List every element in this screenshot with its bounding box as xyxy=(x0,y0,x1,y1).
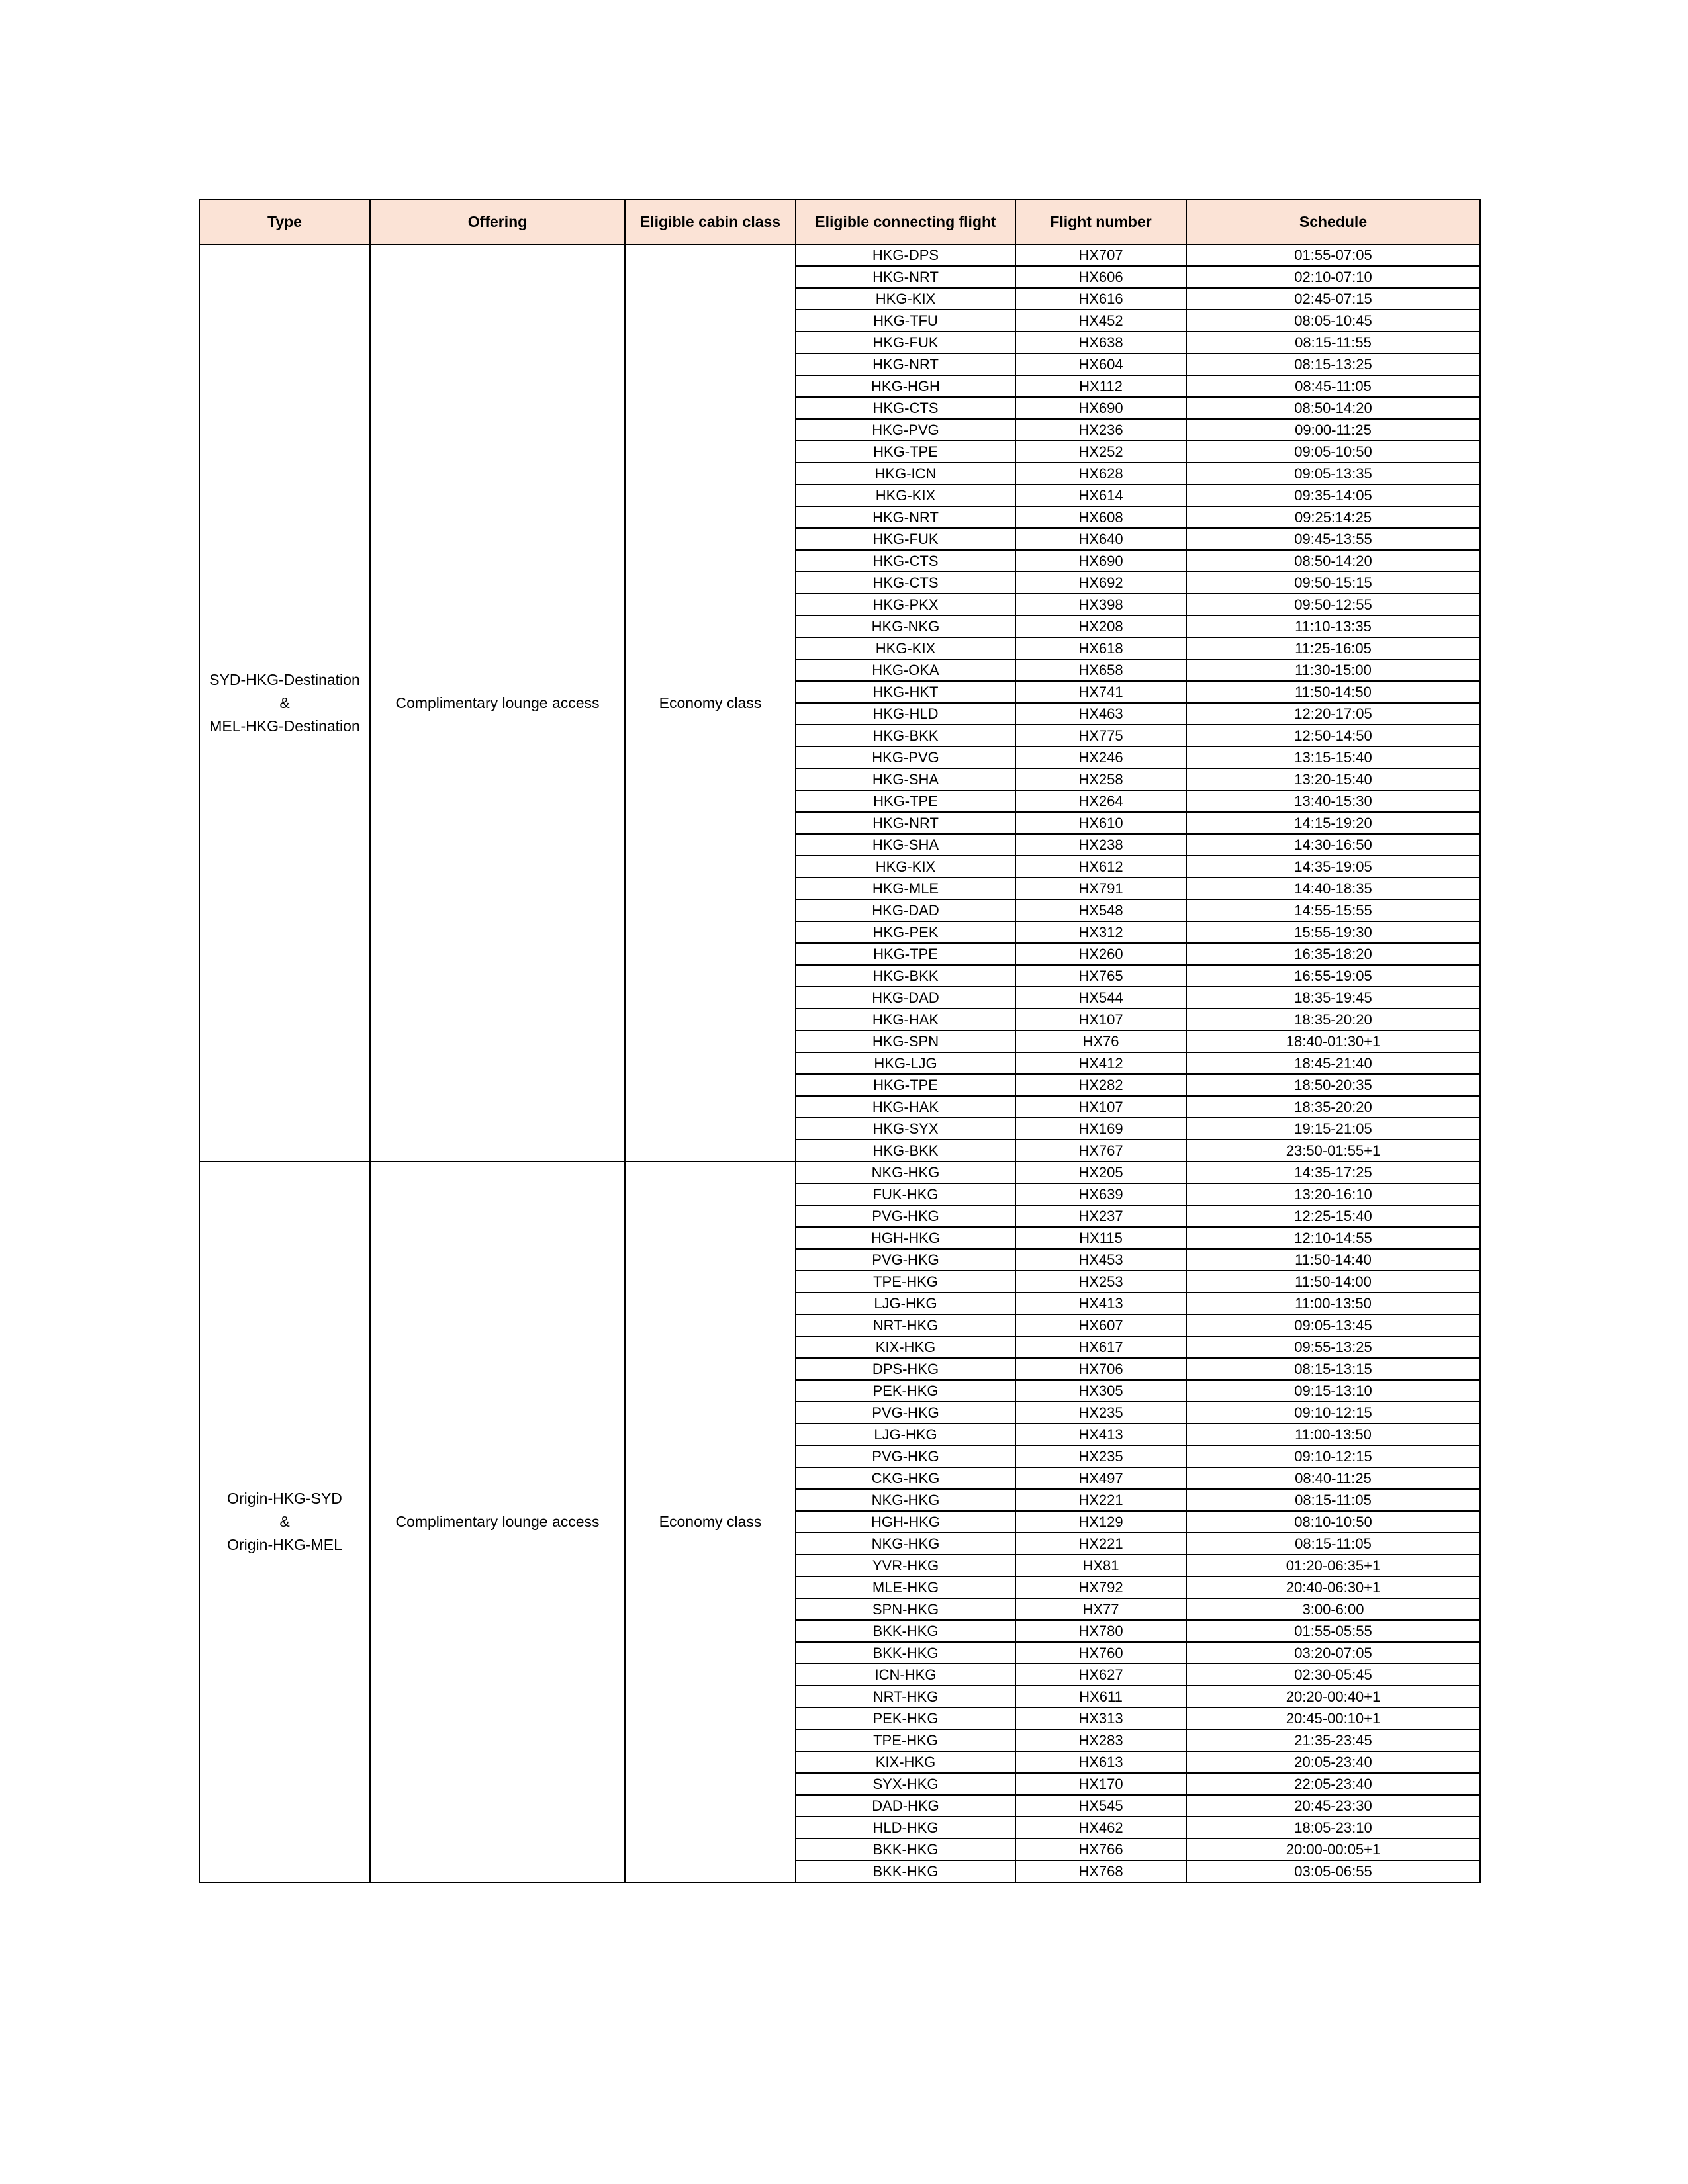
flight-number-cell: HX260 xyxy=(1015,943,1186,965)
flight-number-cell: HX765 xyxy=(1015,965,1186,987)
route-cell: HKG-PVG xyxy=(796,419,1015,441)
flight-number-cell: HX792 xyxy=(1015,1576,1186,1598)
route-cell: BKK-HKG xyxy=(796,1839,1015,1860)
schedule-cell: 09:35-14:05 xyxy=(1186,484,1480,506)
flight-number-cell: HX413 xyxy=(1015,1293,1186,1314)
route-cell: NRT-HKG xyxy=(796,1314,1015,1336)
schedule-cell: 16:35-18:20 xyxy=(1186,943,1480,965)
schedule-cell: 18:35-20:20 xyxy=(1186,1009,1480,1030)
route-cell: HKG-HAK xyxy=(796,1009,1015,1030)
route-cell: HKG-PKX xyxy=(796,594,1015,615)
schedule-cell: 11:00-13:50 xyxy=(1186,1424,1480,1445)
schedule-cell: 08:15-13:15 xyxy=(1186,1358,1480,1380)
flight-number-cell: HX205 xyxy=(1015,1161,1186,1183)
flight-number-cell: HX221 xyxy=(1015,1533,1186,1555)
route-cell: HKG-DAD xyxy=(796,987,1015,1009)
flight-number-cell: HX690 xyxy=(1015,397,1186,419)
flight-number-cell: HX412 xyxy=(1015,1052,1186,1074)
cabin-class-cell: Economy class xyxy=(625,1161,796,1882)
schedule-cell: 11:30-15:00 xyxy=(1186,659,1480,681)
route-cell: HKG-HGH xyxy=(796,375,1015,397)
flight-number-cell: HX169 xyxy=(1015,1118,1186,1140)
flight-number-cell: HX791 xyxy=(1015,878,1186,899)
flight-number-cell: HX312 xyxy=(1015,921,1186,943)
route-cell: HKG-TPE xyxy=(796,1074,1015,1096)
type-line: & xyxy=(279,1513,290,1530)
route-cell: PEK-HKG xyxy=(796,1380,1015,1402)
flight-number-cell: HX264 xyxy=(1015,790,1186,812)
route-cell: HKG-ICN xyxy=(796,463,1015,484)
flight-number-cell: HX76 xyxy=(1015,1030,1186,1052)
route-cell: HKG-KIX xyxy=(796,484,1015,506)
flight-number-cell: HX612 xyxy=(1015,856,1186,878)
schedule-cell: 08:15-11:55 xyxy=(1186,332,1480,353)
schedule-cell: 08:45-11:05 xyxy=(1186,375,1480,397)
cabin-class-cell: Economy class xyxy=(625,244,796,1161)
header-schedule: Schedule xyxy=(1186,199,1480,244)
schedule-cell: 02:45-07:15 xyxy=(1186,288,1480,310)
route-cell: DPS-HKG xyxy=(796,1358,1015,1380)
flight-number-cell: HX453 xyxy=(1015,1249,1186,1271)
flight-number-cell: HX452 xyxy=(1015,310,1186,332)
flight-number-cell: HX741 xyxy=(1015,681,1186,703)
schedule-cell: 08:50-14:20 xyxy=(1186,397,1480,419)
route-cell: HKG-TFU xyxy=(796,310,1015,332)
schedule-cell: 08:50-14:20 xyxy=(1186,550,1480,572)
flight-number-cell: HX692 xyxy=(1015,572,1186,594)
flight-number-cell: HX690 xyxy=(1015,550,1186,572)
schedule-cell: 08:05-10:45 xyxy=(1186,310,1480,332)
flight-number-cell: HX767 xyxy=(1015,1140,1186,1161)
schedule-cell: 20:00-00:05+1 xyxy=(1186,1839,1480,1860)
schedule-cell: 20:40-06:30+1 xyxy=(1186,1576,1480,1598)
route-cell: HKG-OKA xyxy=(796,659,1015,681)
schedule-cell: 12:10-14:55 xyxy=(1186,1227,1480,1249)
type-line: & xyxy=(279,694,290,711)
schedule-cell: 20:20-00:40+1 xyxy=(1186,1686,1480,1707)
offering-cell: Complimentary lounge access xyxy=(370,1161,625,1882)
route-cell: PVG-HKG xyxy=(796,1402,1015,1424)
schedule-cell: 13:20-16:10 xyxy=(1186,1183,1480,1205)
schedule-cell: 09:05-13:35 xyxy=(1186,463,1480,484)
route-cell: TPE-HKG xyxy=(796,1271,1015,1293)
flight-number-cell: HX707 xyxy=(1015,244,1186,266)
flight-number-cell: HX115 xyxy=(1015,1227,1186,1249)
schedule-cell: 09:50-15:15 xyxy=(1186,572,1480,594)
schedule-cell: 12:20-17:05 xyxy=(1186,703,1480,725)
route-cell: NKG-HKG xyxy=(796,1489,1015,1511)
flight-number-cell: HX208 xyxy=(1015,615,1186,637)
flight-number-cell: HX658 xyxy=(1015,659,1186,681)
header-cabin-class: Eligible cabin class xyxy=(625,199,796,244)
route-cell: MLE-HKG xyxy=(796,1576,1015,1598)
schedule-cell: 12:50-14:50 xyxy=(1186,725,1480,747)
route-cell: HKG-SPN xyxy=(796,1030,1015,1052)
route-cell: CKG-HKG xyxy=(796,1467,1015,1489)
flight-number-cell: HX112 xyxy=(1015,375,1186,397)
route-cell: HKG-BKK xyxy=(796,725,1015,747)
route-cell: HKG-TPE xyxy=(796,943,1015,965)
route-cell: HGH-HKG xyxy=(796,1511,1015,1533)
route-cell: HKG-BKK xyxy=(796,965,1015,987)
route-cell: DAD-HKG xyxy=(796,1795,1015,1817)
schedule-cell: 15:55-19:30 xyxy=(1186,921,1480,943)
table-row xyxy=(199,244,1480,266)
schedule-cell: 3:00-6:00 xyxy=(1186,1598,1480,1620)
flight-number-cell: HX613 xyxy=(1015,1751,1186,1773)
flight-number-cell: HX604 xyxy=(1015,353,1186,375)
flight-number-cell: HX638 xyxy=(1015,332,1186,353)
route-cell: HKG-FUK xyxy=(796,528,1015,550)
route-cell: HKG-BKK xyxy=(796,1140,1015,1161)
flight-number-cell: HX258 xyxy=(1015,768,1186,790)
flight-number-cell: HX107 xyxy=(1015,1096,1186,1118)
schedule-cell: 16:55-19:05 xyxy=(1186,965,1480,987)
schedule-cell: 14:40-18:35 xyxy=(1186,878,1480,899)
route-cell: PVG-HKG xyxy=(796,1205,1015,1227)
flight-number-cell: HX283 xyxy=(1015,1729,1186,1751)
schedule-cell: 11:50-14:40 xyxy=(1186,1249,1480,1271)
route-cell: HKG-PVG xyxy=(796,747,1015,768)
route-cell: LJG-HKG xyxy=(796,1293,1015,1314)
flight-number-cell: HX610 xyxy=(1015,812,1186,834)
schedule-cell: 09:05-13:45 xyxy=(1186,1314,1480,1336)
schedule-cell: 18:35-20:20 xyxy=(1186,1096,1480,1118)
schedule-cell: 09:25:14:25 xyxy=(1186,506,1480,528)
schedule-cell: 14:15-19:20 xyxy=(1186,812,1480,834)
schedule-cell: 11:25-16:05 xyxy=(1186,637,1480,659)
schedule-cell: 08:15-11:05 xyxy=(1186,1489,1480,1511)
route-cell: BKK-HKG xyxy=(796,1642,1015,1664)
offering-cell: Complimentary lounge access xyxy=(370,244,625,1161)
flight-number-cell: HX413 xyxy=(1015,1424,1186,1445)
route-cell: HKG-SYX xyxy=(796,1118,1015,1140)
header-connecting-flight: Eligible connecting flight xyxy=(796,199,1015,244)
flight-number-cell: HX235 xyxy=(1015,1402,1186,1424)
flight-number-cell: HX252 xyxy=(1015,441,1186,463)
flight-number-cell: HX246 xyxy=(1015,747,1186,768)
route-cell: LJG-HKG xyxy=(796,1424,1015,1445)
route-cell: FUK-HKG xyxy=(796,1183,1015,1205)
flight-number-cell: HX237 xyxy=(1015,1205,1186,1227)
schedule-cell: 11:50-14:00 xyxy=(1186,1271,1480,1293)
schedule-cell: 18:40-01:30+1 xyxy=(1186,1030,1480,1052)
schedule-cell: 08:40-11:25 xyxy=(1186,1467,1480,1489)
route-cell: KIX-HKG xyxy=(796,1336,1015,1358)
route-cell: HKG-NRT xyxy=(796,812,1015,834)
route-cell: YVR-HKG xyxy=(796,1555,1015,1576)
schedule-cell: 11:50-14:50 xyxy=(1186,681,1480,703)
route-cell: HKG-CTS xyxy=(796,550,1015,572)
schedule-cell: 19:15-21:05 xyxy=(1186,1118,1480,1140)
route-cell: HKG-TPE xyxy=(796,441,1015,463)
header-row xyxy=(199,199,1480,244)
route-cell: HGH-HKG xyxy=(796,1227,1015,1249)
flight-schedule-table xyxy=(199,199,1481,1883)
flight-number-cell: HX544 xyxy=(1015,987,1186,1009)
flight-number-cell: HX627 xyxy=(1015,1664,1186,1686)
route-cell: PVG-HKG xyxy=(796,1249,1015,1271)
route-cell: HKG-FUK xyxy=(796,332,1015,353)
flight-number-cell: HX305 xyxy=(1015,1380,1186,1402)
schedule-cell: 11:10-13:35 xyxy=(1186,615,1480,637)
schedule-cell: 09:00-11:25 xyxy=(1186,419,1480,441)
route-cell: HKG-SHA xyxy=(796,768,1015,790)
schedule-cell: 20:05-23:40 xyxy=(1186,1751,1480,1773)
flight-number-cell: HX545 xyxy=(1015,1795,1186,1817)
type-cell xyxy=(199,244,370,1161)
type-line: Origin-HKG-MEL xyxy=(227,1536,342,1553)
schedule-cell: 18:50-20:35 xyxy=(1186,1074,1480,1096)
route-cell: HKG-HKT xyxy=(796,681,1015,703)
schedule-cell: 03:05-06:55 xyxy=(1186,1860,1480,1882)
flight-number-cell: HX77 xyxy=(1015,1598,1186,1620)
route-cell: SPN-HKG xyxy=(796,1598,1015,1620)
schedule-cell: 09:10-12:15 xyxy=(1186,1445,1480,1467)
flight-number-cell: HX706 xyxy=(1015,1358,1186,1380)
route-cell: HKG-HAK xyxy=(796,1096,1015,1118)
schedule-cell: 14:55-15:55 xyxy=(1186,899,1480,921)
header-offering: Offering xyxy=(370,199,625,244)
schedule-cell: 02:30-05:45 xyxy=(1186,1664,1480,1686)
route-cell: HKG-DAD xyxy=(796,899,1015,921)
flight-number-cell: HX282 xyxy=(1015,1074,1186,1096)
route-cell: HKG-DPS xyxy=(796,244,1015,266)
route-cell: PEK-HKG xyxy=(796,1707,1015,1729)
schedule-cell: 21:35-23:45 xyxy=(1186,1729,1480,1751)
route-cell: HKG-KIX xyxy=(796,637,1015,659)
schedule-cell: 09:55-13:25 xyxy=(1186,1336,1480,1358)
flight-number-cell: HX616 xyxy=(1015,288,1186,310)
schedule-cell: 20:45-00:10+1 xyxy=(1186,1707,1480,1729)
table-header xyxy=(199,199,1480,244)
schedule-cell: 13:15-15:40 xyxy=(1186,747,1480,768)
route-cell: BKK-HKG xyxy=(796,1620,1015,1642)
flight-number-cell: HX81 xyxy=(1015,1555,1186,1576)
schedule-cell: 09:15-13:10 xyxy=(1186,1380,1480,1402)
flight-number-cell: HX628 xyxy=(1015,463,1186,484)
route-cell: HKG-HLD xyxy=(796,703,1015,725)
type-line: MEL-HKG-Destination xyxy=(209,717,360,735)
flight-number-cell: HX129 xyxy=(1015,1511,1186,1533)
route-cell: NKG-HKG xyxy=(796,1533,1015,1555)
route-cell: TPE-HKG xyxy=(796,1729,1015,1751)
flight-number-cell: HX253 xyxy=(1015,1271,1186,1293)
flight-number-cell: HX221 xyxy=(1015,1489,1186,1511)
flight-number-cell: HX235 xyxy=(1015,1445,1186,1467)
schedule-cell: 12:25-15:40 xyxy=(1186,1205,1480,1227)
schedule-cell: 01:20-06:35+1 xyxy=(1186,1555,1480,1576)
header-type: Type xyxy=(199,199,370,244)
schedule-cell: 09:10-12:15 xyxy=(1186,1402,1480,1424)
route-cell: HKG-CTS xyxy=(796,397,1015,419)
flight-number-cell: HX548 xyxy=(1015,899,1186,921)
header-flight-number: Flight number xyxy=(1015,199,1186,244)
flight-number-cell: HX607 xyxy=(1015,1314,1186,1336)
flight-number-cell: HX398 xyxy=(1015,594,1186,615)
route-cell: HKG-PEK xyxy=(796,921,1015,943)
route-cell: HKG-KIX xyxy=(796,288,1015,310)
flight-number-cell: HX639 xyxy=(1015,1183,1186,1205)
schedule-cell: 13:40-15:30 xyxy=(1186,790,1480,812)
route-cell: HKG-LJG xyxy=(796,1052,1015,1074)
flight-number-cell: HX617 xyxy=(1015,1336,1186,1358)
flight-number-cell: HX775 xyxy=(1015,725,1186,747)
route-cell: HKG-NRT xyxy=(796,506,1015,528)
schedule-cell: 14:35-17:25 xyxy=(1186,1161,1480,1183)
schedule-cell: 13:20-15:40 xyxy=(1186,768,1480,790)
schedule-cell: 08:15-11:05 xyxy=(1186,1533,1480,1555)
schedule-cell: 09:45-13:55 xyxy=(1186,528,1480,550)
route-cell: HKG-NRT xyxy=(796,266,1015,288)
flight-number-cell: HX463 xyxy=(1015,703,1186,725)
table-body xyxy=(199,244,1480,1882)
schedule-cell: 14:35-19:05 xyxy=(1186,856,1480,878)
flight-number-cell: HX640 xyxy=(1015,528,1186,550)
flight-number-cell: HX618 xyxy=(1015,637,1186,659)
schedule-cell: 02:10-07:10 xyxy=(1186,266,1480,288)
flight-number-cell: HX760 xyxy=(1015,1642,1186,1664)
schedule-cell: 08:10-10:50 xyxy=(1186,1511,1480,1533)
flight-number-cell: HX614 xyxy=(1015,484,1186,506)
schedule-cell: 18:45-21:40 xyxy=(1186,1052,1480,1074)
flight-number-cell: HX780 xyxy=(1015,1620,1186,1642)
schedule-cell: 20:45-23:30 xyxy=(1186,1795,1480,1817)
table-row xyxy=(199,1161,1480,1183)
schedule-cell: 09:50-12:55 xyxy=(1186,594,1480,615)
route-cell: PVG-HKG xyxy=(796,1445,1015,1467)
type-cell xyxy=(199,1161,370,1882)
route-cell: HKG-KIX xyxy=(796,856,1015,878)
flight-number-cell: HX236 xyxy=(1015,419,1186,441)
route-cell: HKG-CTS xyxy=(796,572,1015,594)
type-line: Origin-HKG-SYD xyxy=(227,1490,342,1507)
route-cell: HKG-SHA xyxy=(796,834,1015,856)
route-cell: KIX-HKG xyxy=(796,1751,1015,1773)
flight-number-cell: HX766 xyxy=(1015,1839,1186,1860)
flight-number-cell: HX497 xyxy=(1015,1467,1186,1489)
flight-number-cell: HX313 xyxy=(1015,1707,1186,1729)
schedule-cell: 18:35-19:45 xyxy=(1186,987,1480,1009)
flight-number-cell: HX768 xyxy=(1015,1860,1186,1882)
schedule-cell: 01:55-07:05 xyxy=(1186,244,1480,266)
flight-number-cell: HX170 xyxy=(1015,1773,1186,1795)
route-cell: HKG-MLE xyxy=(796,878,1015,899)
flight-number-cell: HX606 xyxy=(1015,266,1186,288)
schedule-cell: 01:55-05:55 xyxy=(1186,1620,1480,1642)
schedule-cell: 08:15-13:25 xyxy=(1186,353,1480,375)
route-cell: HLD-HKG xyxy=(796,1817,1015,1839)
route-cell: NKG-HKG xyxy=(796,1161,1015,1183)
schedule-cell: 23:50-01:55+1 xyxy=(1186,1140,1480,1161)
schedule-cell: 03:20-07:05 xyxy=(1186,1642,1480,1664)
flight-number-cell: HX107 xyxy=(1015,1009,1186,1030)
route-cell: SYX-HKG xyxy=(796,1773,1015,1795)
schedule-cell: 22:05-23:40 xyxy=(1186,1773,1480,1795)
route-cell: HKG-NKG xyxy=(796,615,1015,637)
schedule-cell: 09:05-10:50 xyxy=(1186,441,1480,463)
route-cell: NRT-HKG xyxy=(796,1686,1015,1707)
type-line: SYD-HKG-Destination xyxy=(209,670,360,688)
flight-number-cell: HX238 xyxy=(1015,834,1186,856)
route-cell: ICN-HKG xyxy=(796,1664,1015,1686)
flight-number-cell: HX611 xyxy=(1015,1686,1186,1707)
flight-number-cell: HX608 xyxy=(1015,506,1186,528)
schedule-cell: 11:00-13:50 xyxy=(1186,1293,1480,1314)
schedule-cell: 14:30-16:50 xyxy=(1186,834,1480,856)
flight-number-cell: HX462 xyxy=(1015,1817,1186,1839)
route-cell: HKG-TPE xyxy=(796,790,1015,812)
route-cell: BKK-HKG xyxy=(796,1860,1015,1882)
route-cell: HKG-NRT xyxy=(796,353,1015,375)
schedule-cell: 18:05-23:10 xyxy=(1186,1817,1480,1839)
